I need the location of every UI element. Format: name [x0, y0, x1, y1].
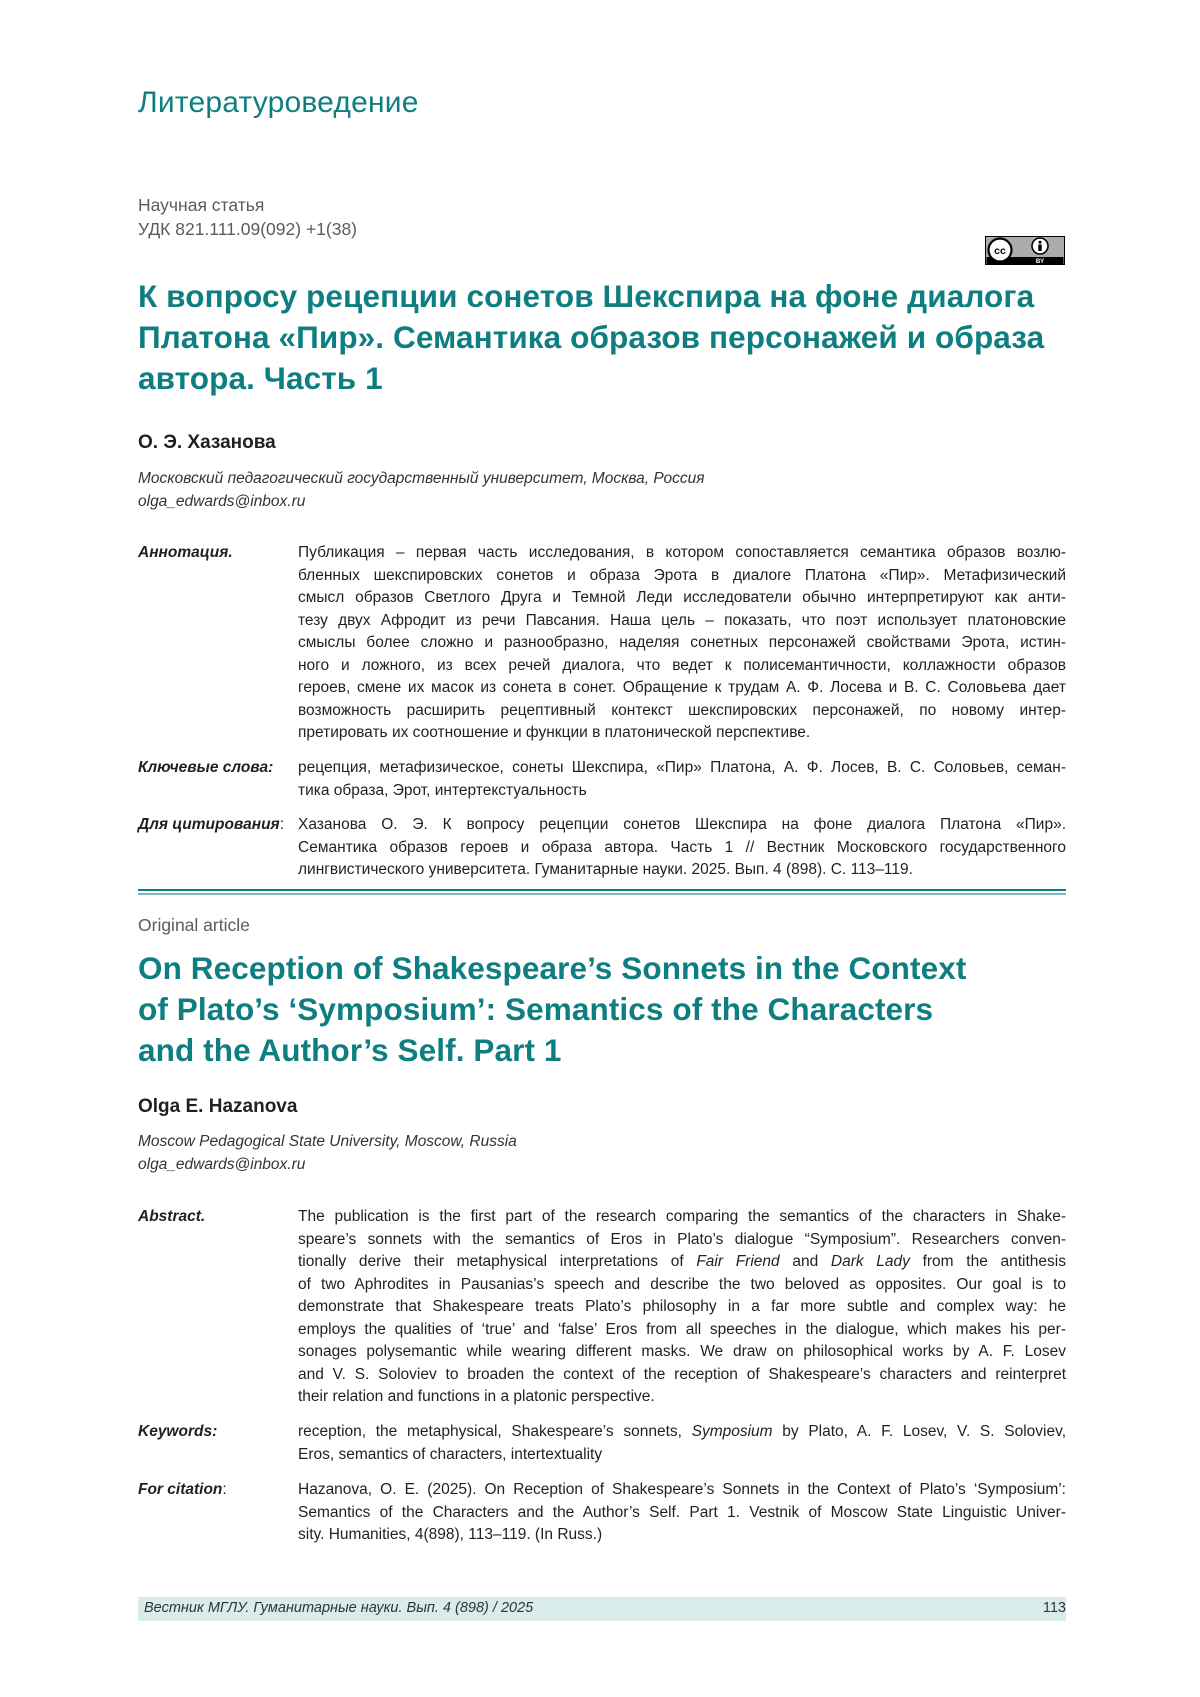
citation-line: sity. Humanities, 4(898), 113–119. (In Russ.) — [298, 1524, 1066, 1547]
abstract-label-en: Abstract. — [138, 1206, 205, 1229]
abstract-line: героев, смене их масок из сонета в сонет. Обращение к трудам А. Ф. Лосева и В. С. Соловьева дает — [298, 677, 1066, 700]
abstract-line — [298, 1251, 1066, 1274]
citation-line: Semantics of the Characters and the Author’s Self. Part 1. Vestnik of Moscow State Linguistic Univer- — [298, 1502, 1066, 1525]
title-line: Платона «Пир». Семантика образов персонажей и образа — [138, 317, 1044, 358]
abstract-line: бленных шекспировских сонетов и образа Эрота в диалоге Платона «Пир». Метафизический — [298, 565, 1066, 588]
cc-by-icon — [985, 236, 1065, 265]
article-type-en: Original article — [138, 915, 250, 936]
abstract-label-ru: Аннотация. — [138, 542, 233, 565]
keywords-text: reception, the metaphysical, Shakespeare’s sonnets, — [298, 1423, 692, 1440]
cc-by-license-badge[interactable] — [985, 236, 1065, 265]
abstract-line: претировать их соотношение и функции в платонической перспективе. — [298, 722, 1066, 745]
citation-line: Хазанова О. Э. К вопросу рецепции сонетов Шекспира на фоне диалога Платона «Пир». — [298, 814, 1066, 837]
affiliation-ru — [138, 468, 705, 513]
author-email[interactable]: olga_edwards@inbox.ru — [138, 1154, 517, 1177]
citation-line: лингвистического университета. Гуманитарные науки. 2025. Вып. 4 (898). С. 113–119. — [298, 859, 1066, 882]
keywords-line: Eros, semantics of characters, intertextuality — [298, 1444, 1066, 1467]
udc-code: УДК 821.111.09(092) +1(38) — [138, 217, 357, 241]
abstract-line: their relation and functions in a platonic perspective. — [298, 1386, 1066, 1409]
abstract-line: employs the qualities of ‘true’ and ‘false’ Eros from all speeches in the dialogue, which makes his per- — [298, 1319, 1066, 1342]
author-name-en: Olga E. Hazanova — [138, 1096, 297, 1118]
footer-journal: Вестник МГЛУ. Гуманитарные науки. Вып. 4 (898) / 2025 — [144, 1600, 533, 1616]
abstract-italic-term: Dark Lady — [831, 1253, 910, 1270]
abstract-body-ru — [298, 542, 1066, 745]
keywords-label-en: Keywords: — [138, 1421, 217, 1444]
article-type-ru: Научная статья — [138, 193, 264, 217]
affiliation-text: Московский педагогический государственный университет, Москва, Россия — [138, 468, 705, 491]
citation-label-en — [138, 1479, 227, 1502]
abstract-text: from the antithesis — [910, 1253, 1066, 1270]
title-line: and the Author’s Self. Part 1 — [138, 1030, 966, 1071]
article-title-ru — [138, 276, 1044, 399]
abstract-line: смысл образов Светлого Друга и Темной Леди исследователи обычно интерпретируют как анти- — [298, 587, 1066, 610]
page-footer — [138, 1597, 1066, 1621]
citation-line: Hazanova, O. E. (2025). On Reception of Shakespeare’s Sonnets in the Context of Plato’s ‘Symposium’: — [298, 1479, 1066, 1502]
citation-colon: : — [280, 816, 284, 833]
author-name-ru: О. Э. Хазанова — [138, 432, 276, 454]
svg-text:BY: BY — [1036, 259, 1044, 265]
abstract-line: and V. S. Soloviev to broaden the context of the reception of Shakespeare’s characters and reinterpret — [298, 1364, 1066, 1387]
article-title-en — [138, 948, 966, 1071]
abstract-body-en — [298, 1206, 1066, 1409]
abstract-line: of two Aphrodites in Pausanias’s speech and describe the two beloved as opposites. Our goal is to — [298, 1274, 1066, 1297]
abstract-text: and — [780, 1253, 831, 1270]
abstract-line: The publication is the first part of the research comparing the semantics of the characters in Shake- — [298, 1206, 1066, 1229]
page-number: 113 — [1043, 1600, 1066, 1616]
citation-line: Семантика образов героев и образа автора. Часть 1 // Вестник Московского государственного — [298, 837, 1066, 860]
abstract-text: tionally derive their metaphysical interpretations of — [298, 1253, 696, 1270]
keywords-label-ru: Ключевые слова: — [138, 757, 273, 780]
abstract-line: тезу двух Афродит из речи Павсания. Наша цель – показать, что поэт использует платоновские — [298, 610, 1066, 633]
citation-body-ru — [298, 814, 1066, 882]
section-divider — [138, 889, 1066, 895]
abstract-line: sonages polysemantic while wearing different masks. We draw on philosophical works by A. F. Losev — [298, 1341, 1066, 1364]
title-line: of Plato’s ‘Symposium’: Semantics of the Characters — [138, 989, 966, 1030]
keywords-italic-term: Symposium — [692, 1423, 773, 1440]
keywords-text: by Plato, A. F. Losev, V. S. Soloviev, — [773, 1423, 1066, 1440]
abstract-line: demonstrate that Shakespeare treats Plato’s philosophy in a far more subtle and complex way: he — [298, 1296, 1066, 1319]
abstract-line: возможность расширить рецептивный контекст шекспировских персонажей, по новому интер- — [298, 700, 1066, 723]
citation-colon: : — [222, 1481, 226, 1498]
citation-label-text: Для цитирования — [138, 816, 280, 833]
title-line: автора. Часть 1 — [138, 358, 1044, 399]
section-title: Литературоведение — [138, 86, 419, 120]
citation-label-ru — [138, 814, 284, 837]
svg-text:cc: cc — [994, 245, 1006, 257]
affiliation-en — [138, 1131, 517, 1176]
abstract-line: ного и ложного, из всех речей диалога, что ведет к полисемантичности, коллажности образов — [298, 655, 1066, 678]
keywords-body-ru — [298, 757, 1066, 802]
author-email[interactable]: olga_edwards@inbox.ru — [138, 491, 705, 514]
abstract-italic-term: Fair Friend — [696, 1253, 779, 1270]
keywords-line: тика образа, Эрот, интертекстуальность — [298, 780, 1066, 803]
keywords-line: рецепция, метафизическое, сонеты Шекспира, «Пир» Платона, А. Ф. Лосев, В. С. Соловьев, семан- — [298, 757, 1066, 780]
title-line: К вопросу рецепции сонетов Шекспира на фоне диалога — [138, 276, 1044, 317]
citation-body-en — [298, 1479, 1066, 1547]
abstract-line: смыслы более сложно и разнообразно, наделяя сонетных персонажей свойствами Эрота, истин- — [298, 632, 1066, 655]
abstract-line: speare’s sonnets with the semantics of Eros in Plato’s dialogue “Symposium”. Researchers conven- — [298, 1229, 1066, 1252]
affiliation-text: Moscow Pedagogical State University, Moscow, Russia — [138, 1131, 517, 1154]
keywords-line — [298, 1421, 1066, 1444]
title-line: On Reception of Shakespeare’s Sonnets in the Context — [138, 948, 966, 989]
citation-label-text: For citation — [138, 1481, 222, 1498]
abstract-line: Публикация – первая часть исследования, в котором сопоставляется семантика образов возлю- — [298, 542, 1066, 565]
keywords-body-en — [298, 1421, 1066, 1466]
